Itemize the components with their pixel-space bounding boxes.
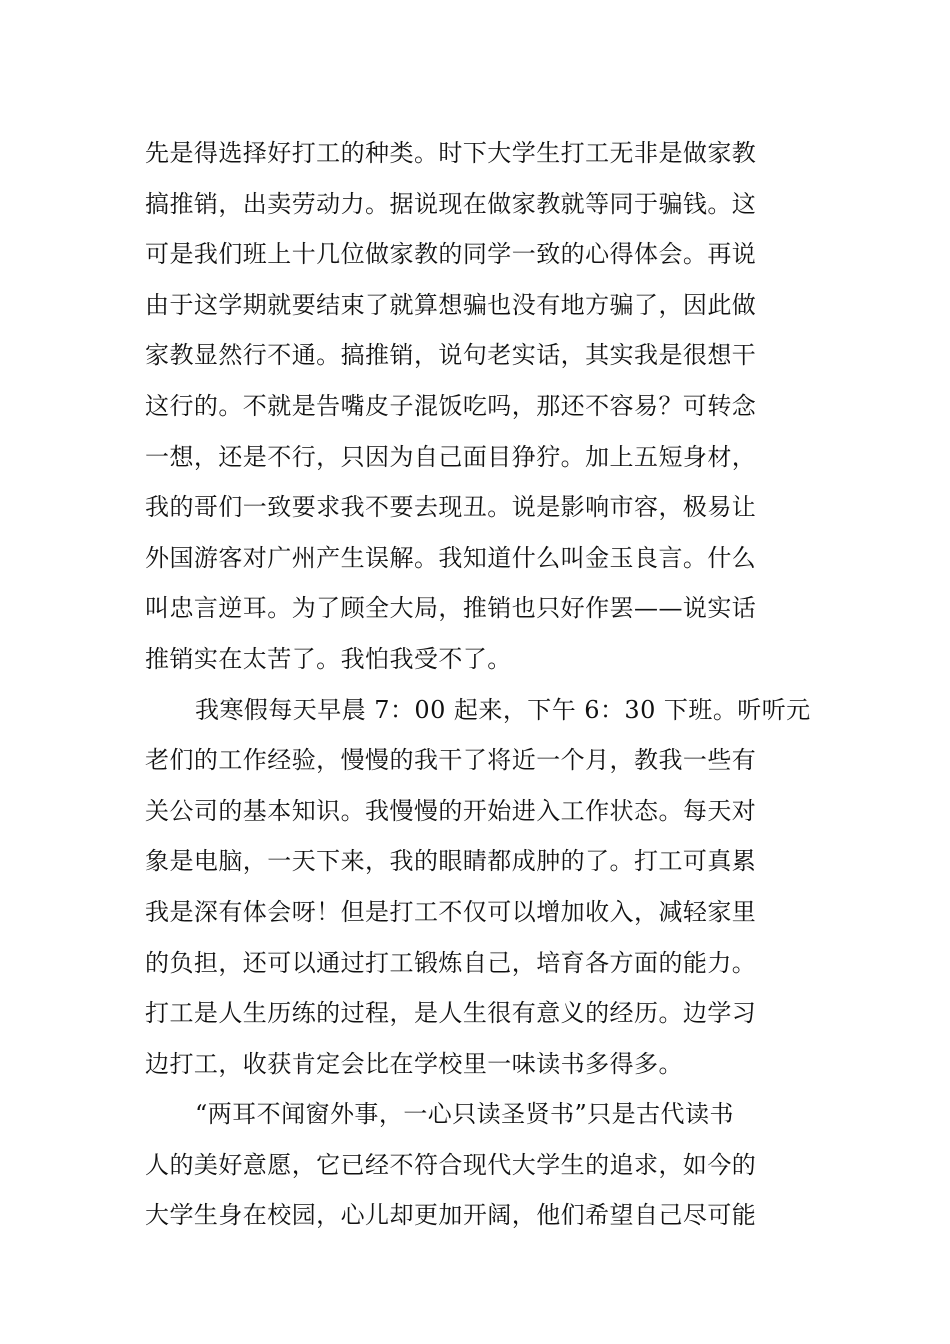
paragraph-first-line: “两耳不闻窗外事，一心只读圣贤书”只是古代读书 xyxy=(195,1100,734,1129)
text-line: 的负担，还可以通过打工锻炼自己，培育各方面的能力。 xyxy=(145,948,757,977)
paragraph-first-line: 我寒假每天早晨 7：00 起来，下午 6：30 下班。听听元 xyxy=(195,695,811,724)
text-line: 我的哥们一致要求我不要去现丑。说是影响市容，极易让 xyxy=(145,493,757,522)
document-body xyxy=(145,128,815,1241)
text-line: 关公司的基本知识。我慢慢的开始进入工作状态。每天对 xyxy=(145,796,757,825)
text-line: 边打工，收获肯定会比在学校里一味读书多得多。 xyxy=(145,1049,683,1078)
text-line: 我是深有体会呀！但是打工不仅可以增加收入，减轻家里 xyxy=(145,897,757,926)
text-line: 老们的工作经验，慢慢的我干了将近一个月，教我一些有 xyxy=(145,746,757,775)
text-line: 先是得选择好打工的种类。时下大学生打工无非是做家教 xyxy=(145,139,757,167)
text-line: 叫忠言逆耳。为了顾全大局，推销也只好作罢——说实话 xyxy=(145,594,757,623)
text-line: 可是我们班上十几位做家教的同学一致的心得体会。再说 xyxy=(145,240,757,269)
text-line: 搞推销，出卖劳动力。据说现在做家教就等同于骗钱。这 xyxy=(145,189,757,218)
text-line: 一想，还是不行，只因为自己面目狰狞。加上五短身材， xyxy=(145,442,757,471)
text-line: 推销实在太苦了。我怕我受不了。 xyxy=(145,644,512,673)
text-line: 打工是人生历练的过程，是人生很有意义的经历。边学习 xyxy=(145,999,757,1028)
text-line: 这行的。不就是告嘴皮子混饭吃吗，那还不容易？可转念 xyxy=(145,391,757,420)
text-line: 大学生身在校园，心儿却更加开阔，他们希望自己尽可能 xyxy=(145,1201,757,1230)
text-line: 由于这学期就要结束了就算想骗也没有地方骗了，因此做 xyxy=(145,290,757,319)
text-line: 人的美好意愿，它已经不符合现代大学生的追求，如今的 xyxy=(145,1150,757,1179)
text-line: 家教显然行不通。搞推销，说句老实话，其实我是很想干 xyxy=(145,341,757,370)
text-line: 象是电脑，一天下来，我的眼睛都成肿的了。打工可真累 xyxy=(145,847,757,876)
text-line: 外国游客对广州产生误解。我知道什么叫金玉良言。什么 xyxy=(145,543,757,572)
